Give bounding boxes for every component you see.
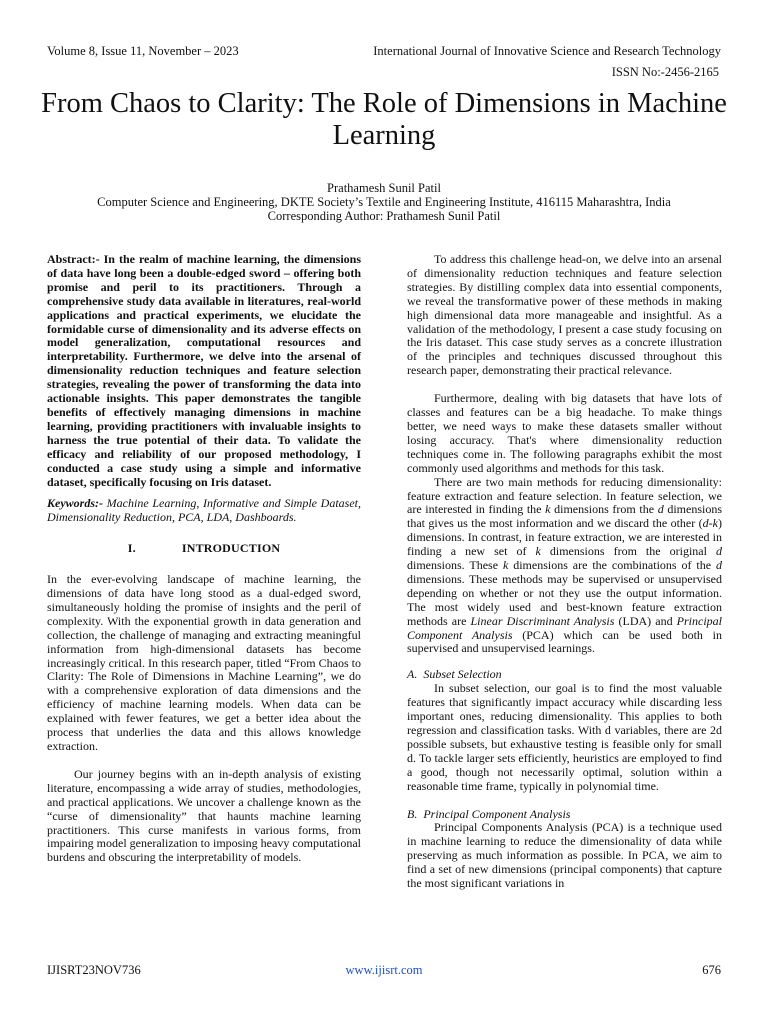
author-name: Prathamesh Sunil Patil: [327, 181, 441, 195]
keywords: [47, 497, 361, 525]
text-run: dimensions from the original: [540, 544, 716, 559]
text-run: dimensions. These: [407, 558, 503, 573]
journal-name: International Journal of Innovative Science and Research Technology: [373, 44, 721, 58]
right-column: [407, 253, 722, 891]
journal-url-link[interactable]: www.ijisrt.com: [345, 963, 423, 977]
math-k: k: [545, 502, 551, 517]
math-k: k: [535, 544, 541, 559]
section-number: I.: [127, 541, 136, 556]
subsection-heading-pca: [407, 808, 722, 822]
text-run: dimensions from the: [550, 502, 658, 517]
text-run: ) dimensions. In contrast, in feature extraction, we are interested in finding a new set of: [407, 516, 722, 559]
keywords-label: Keywords:-: [47, 496, 103, 511]
right-paragraph-2: Furthermore, dealing with big datasets that have lots of classes and features can be a big headache. To make things better, we need ways to make these datasets smaller without losing accuracy. That's where dimensionality reduction techniques come in. The following paragraphs exhibit the most commonly used algorithms and methods for this task.: [407, 391, 722, 475]
section-title: INTRODUCTION: [181, 541, 281, 556]
text-run: (PCA) which can be used both in supervised and unsupervised learnings.: [407, 627, 722, 656]
math-d: d: [716, 544, 722, 559]
intro-paragraph-1: In the ever-evolving landscape of machine learning, the dimensions of data have long stood as a dual-edged sword, simultaneously holding the promise of insights and the peril of complexity. With the exponential growth in data generation and collection, the challenge of managing and extracting meaningful information from high-dimensional datasets has become increasingly critical. In this research paper, titled “From Chaos to Clarity: The Role of Dimensions in Machine Learning”, we do with a comprehensive exploration of data dimensions and the efficiency of machine learning models. When data can be explained with fewer features, we get a better idea about the process that underlies the data and this allows knowledge extraction.: [47, 572, 361, 753]
term-lda: Linear Discriminant Analysis: [470, 613, 615, 628]
subsection-heading-subset-selection: [407, 668, 722, 682]
text-run: There are two main methods for reducing dimensionality: feature extraction and feature selection. In feature selection, we are interested in finding the: [407, 474, 722, 517]
subsection-title: Principal Component Analysis: [423, 806, 571, 821]
keywords-text: Machine Learning, Informative and Simple Dataset, Dimensionality Reduction, PCA, LDA, Dashboards.: [47, 496, 361, 525]
text-run: dimensions. These methods may be supervised or unsupervised depending on whether or not they use the output information. The most widely used and best-known feature extraction methods are: [407, 571, 722, 628]
right-paragraph-3: [407, 476, 722, 657]
intro-paragraph-2: Our journey begins with an in-depth analysis of existing literature, encompassing a wide array of studies, methodologies, and practical applications. We uncover a challenge known as the “curse of dimensionality” that haunts machine learning practitioners. This curse manifests in various forms, from impairing model generalization to imposing heavy computational burdens and obscuring the interpretability of models.: [47, 766, 361, 865]
math-d: d: [657, 502, 664, 517]
math-k: k: [502, 558, 509, 573]
author-affiliation: Computer Science and Engineering, DKTE Society’s Textile and Engineering Institute, 416115 Maharashtra, India: [97, 195, 671, 209]
subset-selection-paragraph: In subset selection, our goal is to find the most valuable features that significantly impact accuracy while discarding less important ones, reducing dimensionality. This applies to both regression and classification tasks. With d variables, there are 2d possible subsets, but exhaustive testing is feasible only for small d. To tackle larger sets efficiently, heuristics are employed to find a good, though not necessarily optimal, solution within a reasonable time frame, typically in polynomial time.: [407, 681, 722, 793]
math-d-minus-k: d-k: [702, 516, 718, 531]
left-column: [47, 253, 361, 865]
subsection-letter: B.: [407, 806, 418, 821]
subsection-title: Subset Selection: [423, 667, 502, 682]
page-number: 676: [702, 963, 721, 977]
section-heading-introduction: [47, 542, 361, 556]
text-run: dimensions that gives us the most information and we discard the other (: [407, 502, 723, 531]
paper-title: From Chaos to Clarity: The Role of Dimensions in Machine Learning: [41, 88, 727, 151]
volume-issue: Volume 8, Issue 11, November – 2023: [47, 44, 239, 58]
abstract: Abstract:- In the realm of machine learning, the dimensions of data have long been a double-edged sword – offering both promise and peril to its practitioners. Through a comprehensive study data available in literatures, real-world applications and practical experiments, we elucidate the formidable curse of dimensionality and its adverse effects on model generalization, computational resources and interpretability. Furthermore, we delve into the arsenal of dimensionality reduction techniques and feature selection strategies, revealing the power of transforming the data into actionable insights. This paper demonstrates the tangible benefits of effectively managing dimensions in machine learning, providing practitioners with invaluable insights to harness the true potential of their data. To validate the efficacy and reliability of our proposed methodology, I conducted a case study using a simple and informative dataset, specifically focusing on Iris dataset.: [47, 252, 361, 489]
term-pca: Principal Component Analysis: [407, 613, 722, 642]
right-paragraph-1: To address this challenge head-on, we delve into an arsenal of dimensionality reduction techniques and feature selection strategies. By distilling complex data into essential components, we reveal the transformative power of these methods in making high dimensional data more manageable and insightful. As a validation of the methodology, I present a case study focusing on the Iris dataset. This case study serves as a concrete illustration of the principles and techniques discussed throughout this research paper, demonstrating their practical relevance.: [407, 252, 722, 378]
issn: ISSN No:-2456-2165: [611, 65, 719, 79]
corresponding-author: Corresponding Author: Prathamesh Sunil Patil: [267, 209, 501, 223]
paper-code: IJISRT23NOV736: [47, 963, 141, 977]
pca-paragraph: Principal Components Analysis (PCA) is a technique used in machine learning to reduce the dimensionality of data while preserving as much information as possible. In PCA, we aim to find a set of new dimensions (principal components) that capture the most significant variations in: [407, 820, 722, 891]
text-run: dimensions are the combinations of the: [508, 558, 717, 573]
text-run: (LDA) and: [614, 613, 677, 628]
subsection-letter: A.: [407, 667, 418, 682]
math-d: d: [716, 558, 723, 573]
